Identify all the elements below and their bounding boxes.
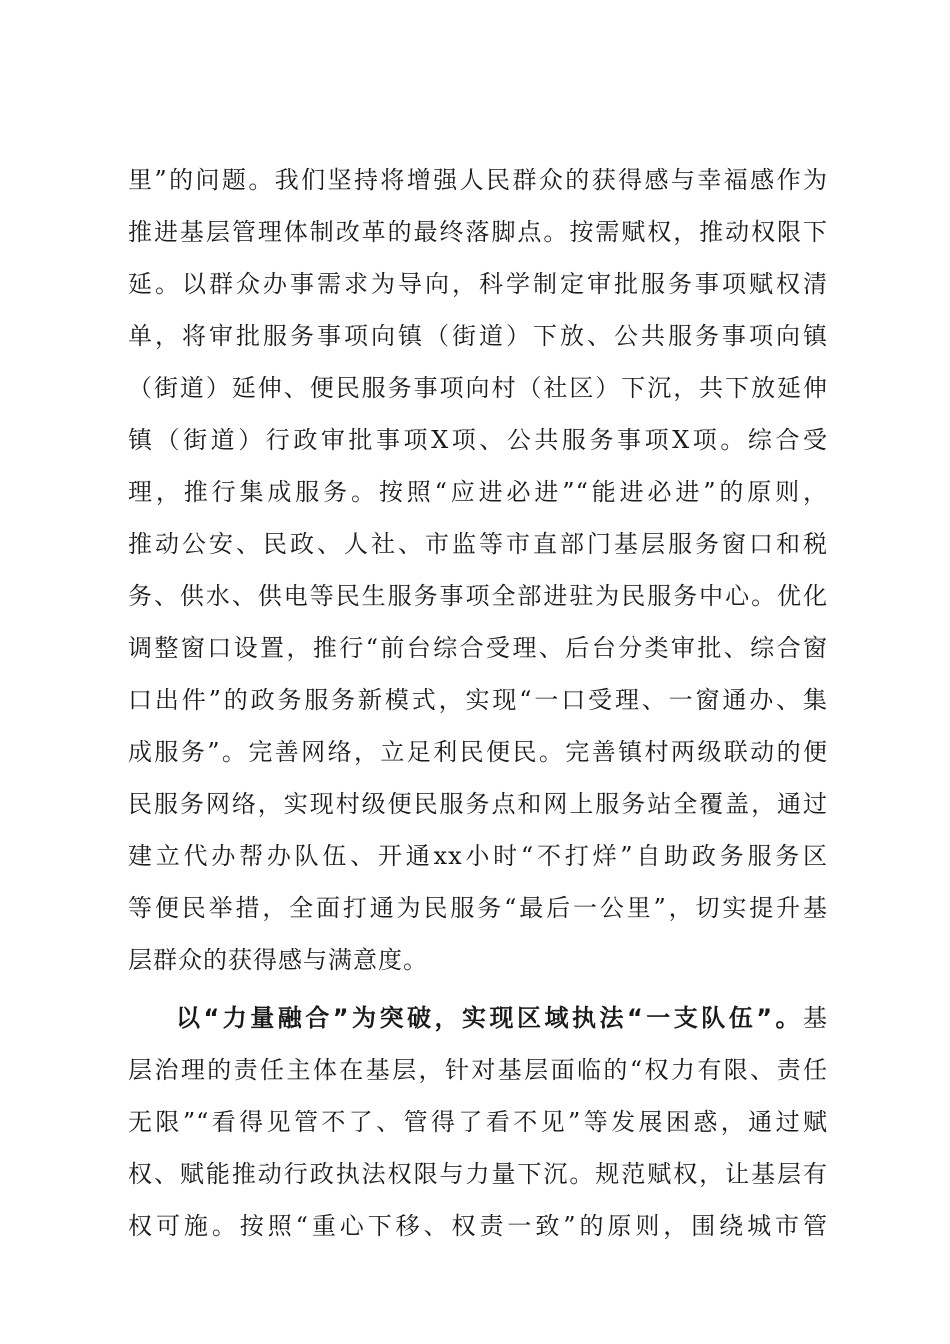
text-line: 里”的问题。我们坚持将增强人民群众的获得感与幸福感作为 [128,166,828,194]
text-line: 层群众的获得感与满意度。 [128,946,428,974]
text-fragment: 基 [803,1004,828,1032]
text-line: 务、供水、供电等民生服务事项全部进驻为民服务中心。优化 [128,582,828,610]
text-line: 调整窗口设置，推行“前台综合受理、后台分类审批、综合窗 [128,634,828,662]
text-line: 口出件”的政务服务新模式，实现“一口受理、一窗通办、集 [128,686,828,714]
text-line: 镇（街道）行政审批事项X项、公共服务事项X项。综合受 [128,426,828,454]
paragraph-2-first-line [128,992,828,1044]
section-heading: 以“力量融合”为突破，实现区域执法“一支队伍”。 [176,1004,803,1032]
text-line: 权、赋能推动行政执法权限与力量下沉。规范赋权，让基层有 [128,1160,828,1188]
body-text [128,154,828,1252]
text-line: 推动公安、民政、人社、市监等市直部门基层服务窗口和税 [128,530,828,558]
text-line: 理，推行集成服务。按照“应进必进”“能进必进”的原则， [128,478,828,506]
text-line: 单，将审批服务事项向镇（街道）下放、公共服务事项向镇 [128,322,828,350]
text-line: 民服务网络，实现村级便民服务点和网上服务站全覆盖，通过 [128,790,828,818]
text-line: 无限”“看得见管不了、管得了看不见”等发展困惑，通过赋 [128,1108,828,1136]
text-line: 等便民举措，全面打通为民服务“最后一公里”，切实提升基 [128,894,828,922]
text-line: 延。以群众办事需求为导向，科学制定审批服务事项赋权清 [128,270,828,298]
text-line: 成服务”。完善网络，立足利民便民。完善镇村两级联动的便 [128,738,828,766]
text-line: 层治理的责任主体在基层，针对基层面临的“权力有限、责任 [128,1056,828,1084]
text-line: 建立代办帮办队伍、开通xx小时“不打烊”自助政务服务区 [128,842,828,870]
text-line: 权可施。按照“重心下移、权责一致”的原则，围绕城市管 [128,1212,828,1240]
text-line: 推进基层管理体制改革的最终落脚点。按需赋权，推动权限下 [128,218,828,246]
text-line: （街道）延伸、便民服务事项向村（社区）下沉，共下放延伸 [128,374,828,402]
